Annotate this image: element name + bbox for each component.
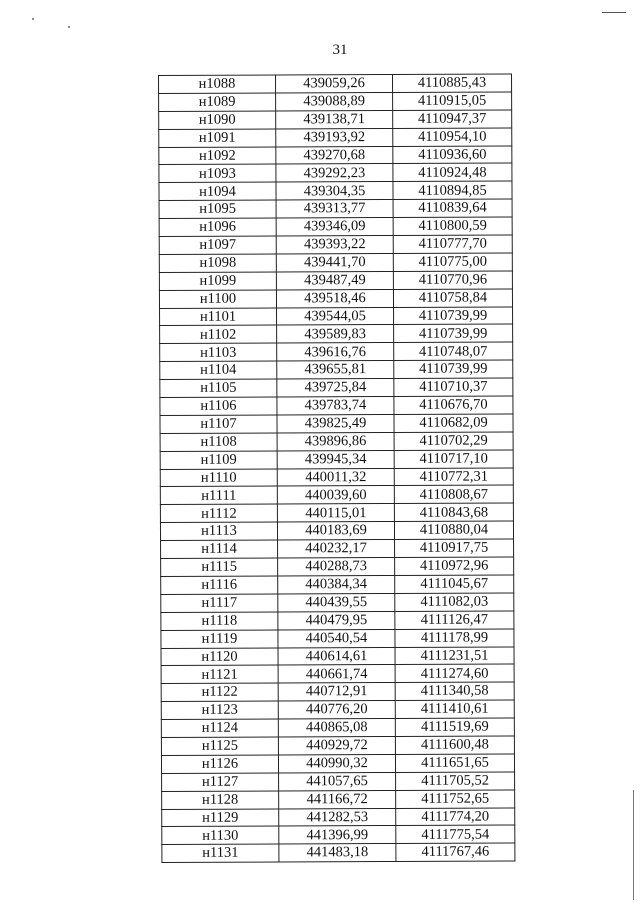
point-name-cell: н1129 — [162, 808, 279, 826]
y-coordinate-cell: 4111752,65 — [396, 790, 515, 808]
x-coordinate-cell: 439292,23 — [276, 164, 393, 182]
point-name-cell: н1094 — [159, 182, 276, 200]
point-name-cell: н1105 — [160, 379, 277, 397]
table-row — [162, 807, 515, 826]
y-coordinate-cell: 4111045,67 — [395, 575, 514, 593]
point-name-cell: н1111 — [160, 486, 277, 504]
table-row — [161, 664, 514, 683]
x-coordinate-cell: 439487,49 — [276, 271, 393, 289]
point-name-cell: н1131 — [162, 844, 279, 862]
y-coordinate-cell: 4111600,48 — [395, 736, 514, 754]
table-row — [160, 360, 513, 379]
y-coordinate-cell: 4110972,96 — [395, 557, 514, 575]
y-coordinate-cell: 4110770,96 — [393, 271, 512, 289]
table-row — [160, 503, 513, 522]
point-name-cell: н1100 — [159, 290, 276, 308]
table-row — [162, 790, 515, 809]
point-name-cell: н1109 — [160, 451, 277, 469]
point-name-cell: н1115 — [161, 558, 278, 576]
x-coordinate-cell: 439193,92 — [276, 128, 393, 146]
table-row — [159, 217, 512, 236]
x-coordinate-cell: 440479,95 — [278, 611, 395, 629]
coordinates-table-wrapper — [158, 73, 515, 863]
table-row — [161, 575, 514, 594]
y-coordinate-cell: 4110843,68 — [394, 503, 513, 521]
point-name-cell: н1122 — [161, 683, 278, 701]
x-coordinate-cell: 441396,99 — [279, 826, 396, 844]
point-name-cell: н1120 — [161, 647, 278, 665]
point-name-cell: н1127 — [162, 773, 279, 791]
point-name-cell: н1091 — [159, 129, 276, 147]
scan-artifact-line — [602, 12, 626, 13]
y-coordinate-cell: 4110676,70 — [394, 396, 513, 414]
x-coordinate-cell: 439589,83 — [277, 325, 394, 343]
table-row — [160, 342, 513, 361]
point-name-cell: н1099 — [159, 272, 276, 290]
point-name-cell: н1112 — [160, 504, 277, 522]
point-name-cell: н1095 — [159, 200, 276, 218]
y-coordinate-cell: 4111340,58 — [395, 682, 514, 700]
x-coordinate-cell: 440540,54 — [278, 629, 395, 647]
table-row — [161, 557, 514, 576]
y-coordinate-cell: 4110739,99 — [394, 307, 513, 325]
point-name-cell: н1098 — [159, 254, 276, 272]
point-name-cell: н1092 — [159, 147, 276, 165]
x-coordinate-cell: 439346,09 — [276, 218, 393, 236]
x-coordinate-cell: 440776,20 — [278, 701, 395, 719]
coordinates-table-body — [159, 74, 515, 863]
x-coordinate-cell: 439655,81 — [277, 361, 394, 379]
point-name-cell: н1089 — [159, 93, 276, 111]
point-name-cell: н1118 — [161, 612, 278, 630]
point-name-cell: н1123 — [161, 701, 278, 719]
y-coordinate-cell: 4110880,04 — [394, 521, 513, 539]
y-coordinate-cell: 4110894,85 — [393, 181, 512, 199]
y-coordinate-cell: 4110772,31 — [394, 468, 513, 486]
point-name-cell: н1125 — [161, 737, 278, 755]
y-coordinate-cell: 4110748,07 — [394, 342, 513, 360]
table-row — [159, 74, 512, 93]
page-number: 31 — [332, 42, 348, 58]
point-name-cell: н1113 — [160, 522, 277, 540]
x-coordinate-cell: 440990,32 — [278, 754, 395, 772]
x-coordinate-cell: 441483,18 — [279, 844, 396, 862]
table-row — [160, 468, 513, 487]
table-row — [159, 110, 512, 129]
point-name-cell: н1093 — [159, 164, 276, 182]
y-coordinate-cell: 4110777,70 — [393, 235, 512, 253]
table-row — [161, 700, 514, 719]
y-coordinate-cell: 4111410,61 — [395, 700, 514, 718]
x-coordinate-cell: 440865,08 — [278, 719, 395, 737]
table-row — [161, 718, 514, 737]
point-name-cell: н1088 — [159, 75, 276, 93]
y-coordinate-cell: 4110702,29 — [394, 432, 513, 450]
x-coordinate-cell: 440183,69 — [277, 522, 394, 540]
x-coordinate-cell: 439725,84 — [277, 379, 394, 397]
y-coordinate-cell: 4111274,60 — [395, 664, 514, 682]
table-row — [160, 324, 513, 343]
x-coordinate-cell: 439393,22 — [276, 235, 393, 253]
point-name-cell: н1126 — [161, 755, 278, 773]
y-coordinate-cell: 4110954,10 — [393, 128, 512, 146]
point-name-cell: н1128 — [162, 791, 279, 809]
table-row — [159, 146, 512, 165]
x-coordinate-cell: 439544,05 — [277, 307, 394, 325]
table-row — [160, 432, 513, 451]
y-coordinate-cell: 4110710,37 — [394, 378, 513, 396]
point-name-cell: н1117 — [161, 594, 278, 612]
x-coordinate-cell: 439896,86 — [277, 432, 394, 450]
x-coordinate-cell: 441282,53 — [279, 808, 396, 826]
y-coordinate-cell: 4110839,64 — [393, 199, 512, 217]
y-coordinate-cell: 4110936,60 — [393, 146, 512, 164]
point-name-cell: н1119 — [161, 630, 278, 648]
table-row — [161, 611, 514, 630]
point-name-cell: н1116 — [161, 576, 278, 594]
y-coordinate-cell: 4111231,51 — [395, 646, 514, 664]
x-coordinate-cell: 439138,71 — [276, 110, 393, 128]
table-row — [159, 128, 512, 147]
point-name-cell: н1114 — [161, 540, 278, 558]
point-name-cell: н1107 — [160, 415, 277, 433]
table-row — [159, 253, 512, 272]
y-coordinate-cell: 4111519,69 — [395, 718, 514, 736]
table-row — [162, 825, 515, 844]
y-coordinate-cell: 4111705,52 — [396, 772, 515, 790]
point-name-cell: н1097 — [159, 236, 276, 254]
x-coordinate-cell: 440232,17 — [278, 540, 395, 558]
x-coordinate-cell: 440288,73 — [278, 558, 395, 576]
x-coordinate-cell: 439616,76 — [277, 343, 394, 361]
y-coordinate-cell: 4111767,46 — [396, 843, 515, 861]
y-coordinate-cell: 4110775,00 — [393, 253, 512, 271]
x-coordinate-cell: 439313,77 — [276, 200, 393, 218]
table-row — [160, 307, 513, 326]
y-coordinate-cell: 4110758,84 — [393, 289, 512, 307]
scan-artifact-edge — [633, 790, 634, 900]
y-coordinate-cell: 4110739,99 — [394, 360, 513, 378]
x-coordinate-cell: 441166,72 — [279, 790, 396, 808]
point-name-cell: н1102 — [160, 325, 277, 343]
scan-artifact-dot — [68, 26, 70, 28]
table-row — [162, 772, 515, 791]
y-coordinate-cell: 4111774,20 — [396, 807, 515, 825]
point-name-cell: н1121 — [161, 665, 278, 683]
point-name-cell: н1101 — [160, 308, 277, 326]
y-coordinate-cell: 4110717,10 — [394, 450, 513, 468]
x-coordinate-cell: 440115,01 — [277, 504, 394, 522]
table-row — [159, 92, 512, 111]
y-coordinate-cell: 4110885,43 — [392, 74, 511, 92]
table-row — [161, 754, 514, 773]
point-name-cell: н1106 — [160, 397, 277, 415]
y-coordinate-cell: 4110739,99 — [394, 324, 513, 342]
point-name-cell: н1130 — [162, 826, 279, 844]
x-coordinate-cell: 439783,74 — [277, 397, 394, 415]
table-row — [160, 396, 513, 415]
table-row — [162, 843, 515, 862]
x-coordinate-cell: 439088,89 — [276, 92, 393, 110]
point-name-cell: н1103 — [160, 343, 277, 361]
x-coordinate-cell: 439825,49 — [277, 414, 394, 432]
x-coordinate-cell: 440661,74 — [278, 665, 395, 683]
x-coordinate-cell: 439059,26 — [276, 74, 393, 92]
table-row — [159, 181, 512, 200]
x-coordinate-cell: 440384,34 — [278, 575, 395, 593]
scan-artifact-dot — [32, 18, 34, 20]
y-coordinate-cell: 4110917,75 — [395, 539, 514, 557]
table-row — [159, 235, 512, 254]
y-coordinate-cell: 4111651,65 — [395, 754, 514, 772]
point-name-cell: н1096 — [159, 218, 276, 236]
table-row — [159, 271, 512, 290]
y-coordinate-cell: 4110915,05 — [393, 92, 512, 110]
table-row — [159, 199, 512, 218]
y-coordinate-cell: 4111082,03 — [395, 593, 514, 611]
point-name-cell: н1124 — [161, 719, 278, 737]
point-name-cell: н1110 — [160, 469, 277, 487]
coordinates-table — [158, 73, 515, 863]
table-row — [161, 539, 514, 558]
y-coordinate-cell: 4110924,48 — [393, 163, 512, 181]
table-row — [159, 289, 512, 308]
table-row — [161, 736, 514, 755]
x-coordinate-cell: 440439,55 — [278, 593, 395, 611]
y-coordinate-cell: 4110800,59 — [393, 217, 512, 235]
y-coordinate-cell: 4110808,67 — [394, 485, 513, 503]
y-coordinate-cell: 4111775,54 — [396, 825, 515, 843]
table-row — [160, 378, 513, 397]
table-row — [160, 450, 513, 469]
y-coordinate-cell: 4110947,37 — [393, 110, 512, 128]
table-row — [160, 485, 513, 504]
table-row — [159, 163, 512, 182]
point-name-cell: н1108 — [160, 433, 277, 451]
x-coordinate-cell: 440712,91 — [278, 683, 395, 701]
point-name-cell: н1104 — [160, 361, 277, 379]
x-coordinate-cell: 439441,70 — [276, 253, 393, 271]
x-coordinate-cell: 439304,35 — [276, 182, 393, 200]
x-coordinate-cell: 441057,65 — [279, 772, 396, 790]
table-row — [161, 682, 514, 701]
x-coordinate-cell: 439518,46 — [276, 289, 393, 307]
x-coordinate-cell: 439945,34 — [277, 450, 394, 468]
y-coordinate-cell: 4111126,47 — [395, 611, 514, 629]
table-row — [161, 629, 514, 648]
point-name-cell: н1090 — [159, 111, 276, 129]
table-row — [160, 521, 513, 540]
y-coordinate-cell: 4110682,09 — [394, 414, 513, 432]
x-coordinate-cell: 440614,61 — [278, 647, 395, 665]
x-coordinate-cell: 439270,68 — [276, 146, 393, 164]
y-coordinate-cell: 4111178,99 — [395, 629, 514, 647]
table-row — [160, 414, 513, 433]
x-coordinate-cell: 440011,32 — [277, 468, 394, 486]
x-coordinate-cell: 440039,60 — [277, 486, 394, 504]
x-coordinate-cell: 440929,72 — [278, 736, 395, 754]
table-row — [161, 593, 514, 612]
table-row — [161, 646, 514, 665]
